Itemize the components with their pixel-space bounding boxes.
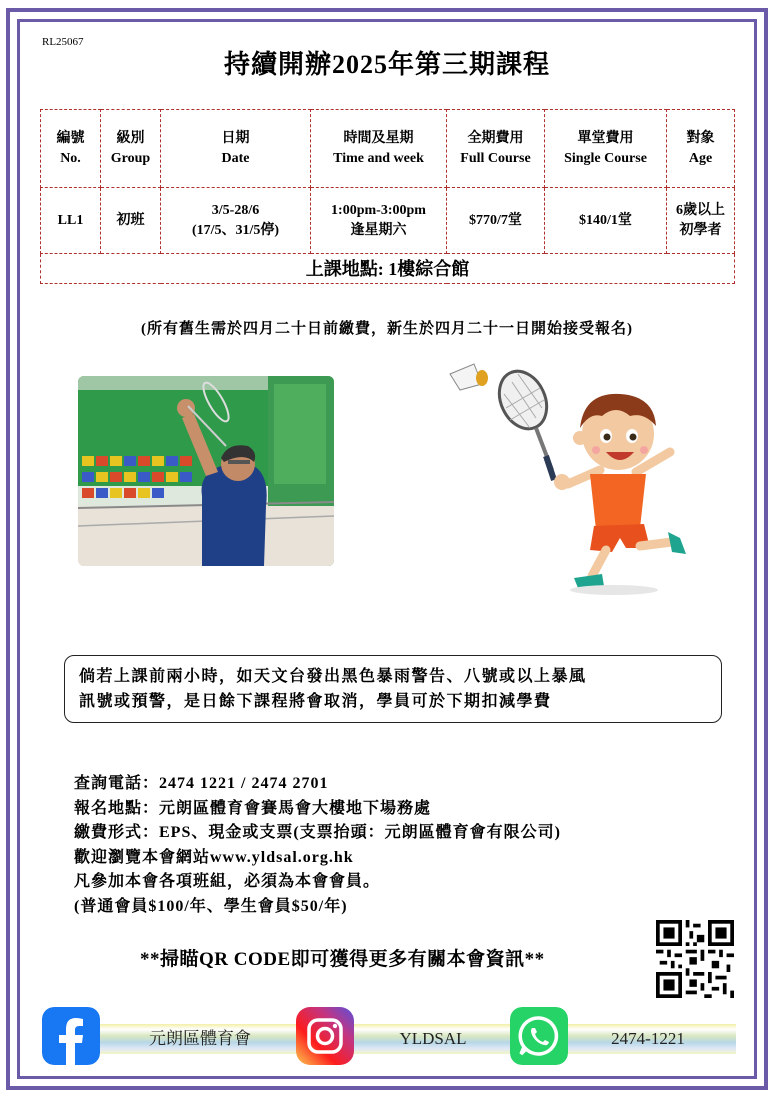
reference-code: RL25067	[42, 36, 84, 48]
social-bar	[40, 1007, 740, 1065]
whatsapp-icon[interactable]	[510, 1007, 568, 1065]
qr-caption: **掃瞄QR CODE即可獲得更多有關本會資訊**	[140, 949, 545, 970]
info-address: 報名地點：元朗區體育會賽馬會大樓地下場務處	[74, 799, 432, 817]
info-membership: 凡參加本會各項班組，必須為本會會員。	[74, 873, 381, 890]
badminton-kid-illustration	[440, 352, 700, 597]
header-single-fee: 單堂費用 Single Course	[545, 110, 667, 188]
coach-photo	[78, 376, 334, 566]
warning-line-1: 倘若上課前兩小時，如天文台發出黑色暴雨警告、八號或以上暴風	[79, 668, 587, 685]
shuttlecock-icon	[450, 364, 488, 390]
info-payment: 繳費形式：EPS、現金或支票(支票抬頭：元朗區體育會有限公司)	[74, 824, 562, 841]
instagram-label[interactable]: YLDSAL	[352, 1024, 514, 1054]
warning-line-2: 訊號或預警，是日餘下課程將會取消，學員可於下期扣減學費	[79, 693, 552, 710]
whatsapp-label[interactable]: 2474-1221	[560, 1024, 736, 1054]
qr-code-icon[interactable]	[656, 920, 734, 998]
header-age: 對象 Age	[667, 110, 735, 188]
cell-age: 6歲以上 初學者	[667, 188, 735, 254]
cell-time: 1:00pm-3:00pm 逢星期六	[311, 188, 447, 254]
venue-row	[41, 254, 735, 284]
racket-icon	[490, 364, 555, 480]
table-header-row	[41, 110, 735, 188]
cell-no: LL1	[41, 188, 101, 254]
header-date: 日期 Date	[161, 110, 311, 188]
course-table	[40, 109, 735, 284]
info-member-fees: (普通會員$100/年、學生會員$50/年)	[74, 897, 348, 915]
instagram-icon[interactable]	[296, 1007, 354, 1065]
info-website[interactable]: 歡迎瀏覽本會網站www.yldsal.org.hk	[74, 848, 354, 866]
header-no: 編號 No.	[41, 110, 101, 188]
header-group: 級別 Group	[101, 110, 161, 188]
venue-cell: 上課地點: 1樓綜合館	[41, 254, 735, 284]
cell-group: 初班	[101, 188, 161, 254]
registration-note: (所有舊生需於四月二十日前繳費，新生於四月二十一日開始接受報名)	[141, 321, 633, 337]
table-row	[41, 188, 735, 254]
cell-date: 3/5-28/6 (17/5、31/5停)	[161, 188, 311, 254]
info-phone: 查詢電話：2474 1221 / 2474 2701	[74, 775, 329, 792]
facebook-icon[interactable]	[42, 1007, 100, 1065]
facebook-label[interactable]: 元朗區體育會	[96, 1024, 304, 1054]
page-title: 持續開辦2025年第三期課程	[223, 50, 550, 79]
contact-info	[74, 772, 561, 919]
header-time: 時間及星期 Time and week	[311, 110, 447, 188]
cell-full-fee: $770/7堂	[447, 188, 545, 254]
header-full-fee: 全期費用 Full Course	[447, 110, 545, 188]
cell-single-fee: $140/1堂	[545, 188, 667, 254]
weather-warning-box	[64, 655, 722, 723]
